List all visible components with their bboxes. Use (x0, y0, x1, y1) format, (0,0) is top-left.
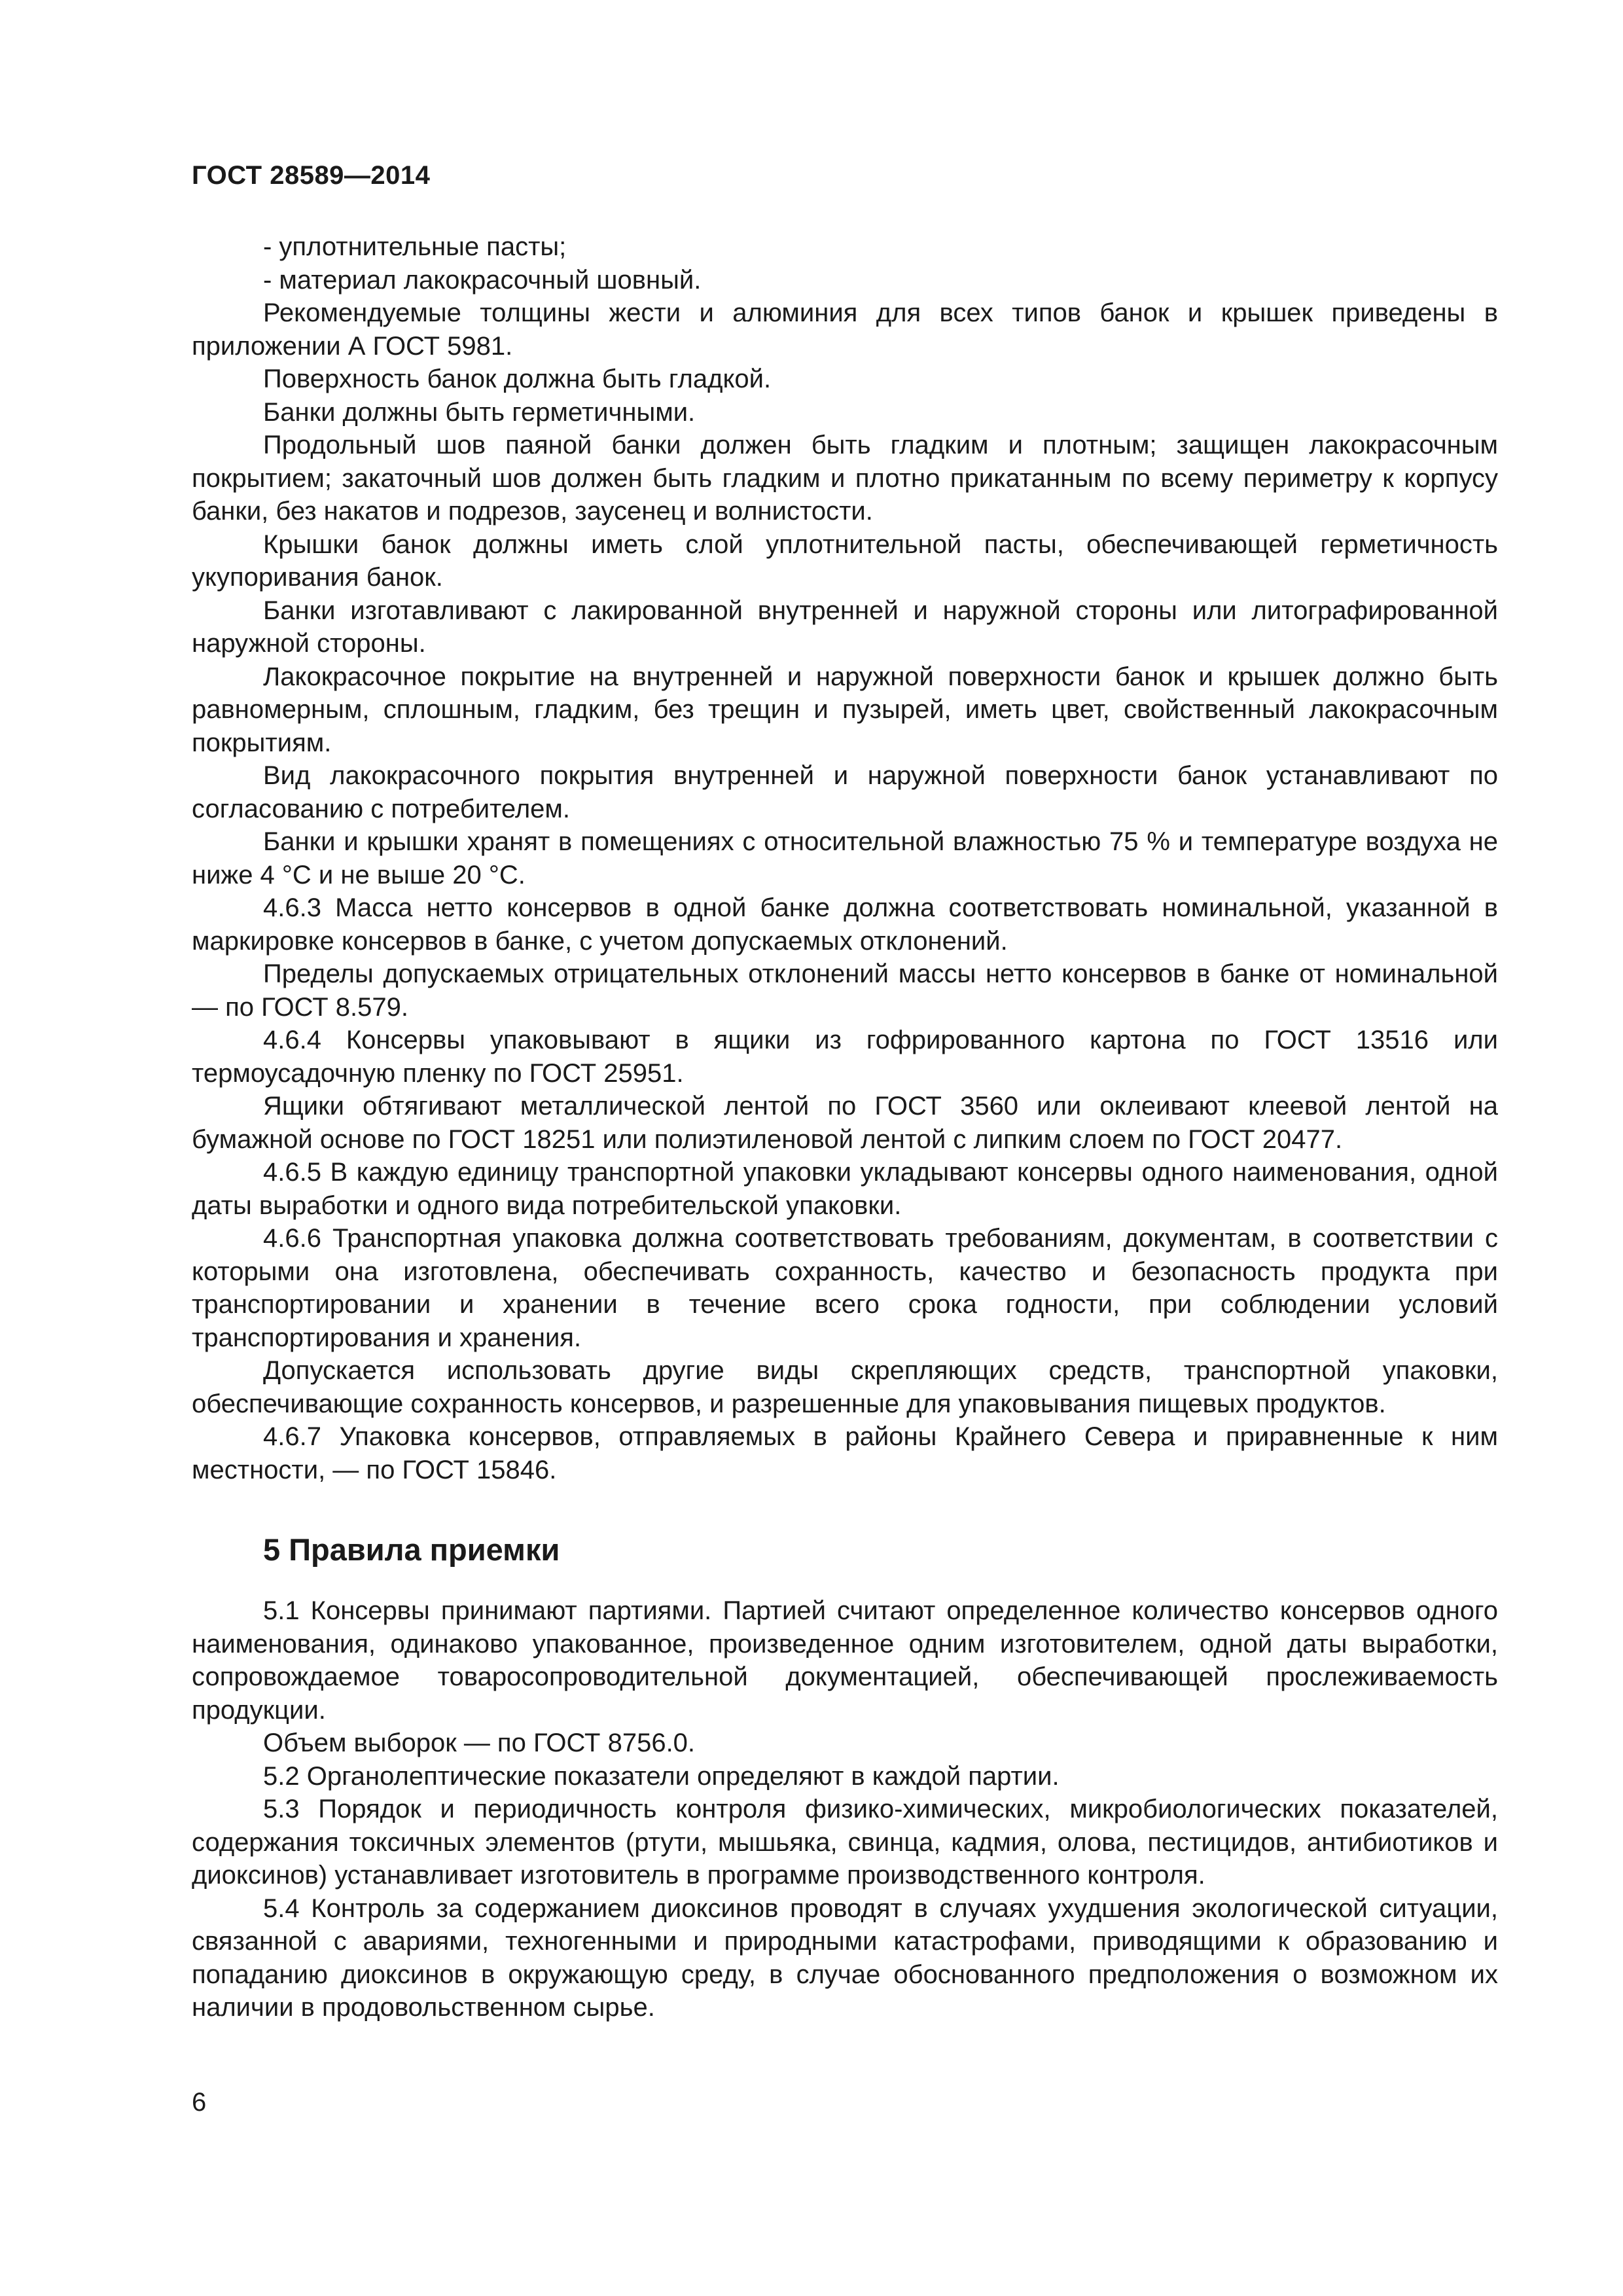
document-body (192, 230, 1498, 2024)
clause-5-2: 5.2 Органолептические показатели определяют в каждой партии. (263, 1761, 1060, 1791)
paragraph: - уплотнительные пасты; (263, 232, 567, 261)
paragraph: Рекомендуемые толщины жести и алюминия для всех типов банок и крышек приведены в приложении А ГОСТ 5981. (192, 298, 1498, 361)
paragraph: Объем выборок — по ГОСТ 8756.0. (263, 1729, 696, 1757)
paragraph: Крышки банок должны иметь слой уплотнительной пасты, обеспечивающей герметичность укупоривания банок. (192, 529, 1498, 592)
paragraph: Пределы допускаемых отрицательных отклонений массы нетто консервов в банке от номинальной — по ГОСТ 8.579. (192, 960, 1498, 1022)
clause-4-6-3: 4.6.3 Масса нетто консервов в одной банке должна соответствовать номинальной, указанной в маркировке консервов в банке, с учетом допускаемых отклонений. (192, 893, 1498, 956)
paragraph: Допускается использовать другие виды скрепляющих средств, транспортной упаковки, обеспечивающие сохранность консервов, и разрешенные для упаковывания пищевых продуктов. (192, 1356, 1498, 1418)
clause-4-6-6: 4.6.6 Транспортная упаковка должна соответствовать требованиям, документам, в соответствии с которыми она изготовлена, обеспечивать сохранность, качество и безопасность продукта при транспортировании и хранении в течение всего срока годности, при соблюдении условий транспортирования и хранения. (192, 1224, 1498, 1352)
clause-5-1: 5.1 Консервы принимают партиями. Партией считают определенное количество консервов одного наименования, одинаково упакованное, произведенное одним изготовителем, одной даты выработки, сопровождаемое товаросопроводительной документацией, обеспечивающей прослеживаемость продукции. (192, 1596, 1498, 1725)
page-number: 6 (192, 2088, 207, 2117)
paragraph: Лакокрасочное покрытие на внутренней и наружной поверхности банок и крышек должно быть равномерным, сплошным, гладким, без трещин и пузырей, иметь цвет, свойственный лакокрасочным покрытиям. (192, 662, 1498, 757)
paragraph: Банки должны быть герметичными. (263, 397, 696, 427)
paragraph: - материал лакокрасочный шовный. (263, 265, 702, 295)
clause-4-6-7: 4.6.7 Упаковка консервов, отправляемых в районы Крайнего Севера и приравненные к ним местности, — по ГОСТ 15846. (192, 1422, 1498, 1484)
paragraph: Банки изготавливают с лакированной внутренней и наружной стороны или литографированной наружной стороны. (192, 596, 1498, 658)
clause-4-6-5: 4.6.5 В каждую единицу транспортной упаковки укладывают консервы одного наименования, одной даты выработки и одного вида потребительской упаковки. (192, 1158, 1498, 1220)
paragraph: Продольный шов паяной банки должен быть гладким и плотным; защищен лакокрасочным покрытием; закаточный шов должен быть гладким и плотно прикатанным по всему периметру к корпусу банки, без накатов и подрезов, заусенец и волнистости. (192, 431, 1498, 526)
paragraph: Банки и крышки хранят в помещениях с относительной влажностью 75 % и температуре воздуха не ниже 4 °С и не выше 20 °С. (192, 827, 1498, 889)
clause-4-6-4: 4.6.4 Консервы упаковывают в ящики из гофрированного картона по ГОСТ 13516 или термоусадочную пленку по ГОСТ 25951. (192, 1026, 1498, 1088)
paragraph: Вид лакокрасочного покрытия внутренней и наружной поверхности банок устанавливают по согласованию с потребителем. (192, 761, 1498, 823)
section-heading: 5 Правила приемки (263, 1532, 560, 1567)
clause-5-4: 5.4 Контроль за содержанием диоксинов проводят в случаях ухудшения экологической ситуации, связанной с авариями, техногенными и природными катастрофами, приводящими к образованию и попаданию диоксинов в окружающую среду, в случае обоснованного предположения о возможном их наличии в продовольственном сырье. (192, 1893, 1498, 2022)
paragraph: Ящики обтягивают металлической лентой по ГОСТ 3560 или оклеивают клеевой лентой на бумажной основе по ГОСТ 18251 или полиэтиленовой лентой с липким слоем по ГОСТ 20477. (192, 1092, 1498, 1154)
clause-5-3: 5.3 Порядок и периодичность контроля физико-химических, микробиологических показателей, содержания токсичных элементов (ртути, мышьяка, свинца, кадмия, олова, пестицидов, антибиотиков и диоксинов) устанавливает изготовитель в программе производственного контроля. (192, 1795, 1498, 1890)
document-header: ГОСТ 28589—2014 (192, 161, 431, 190)
paragraph: Поверхность банок должна быть гладкой. (263, 365, 772, 393)
